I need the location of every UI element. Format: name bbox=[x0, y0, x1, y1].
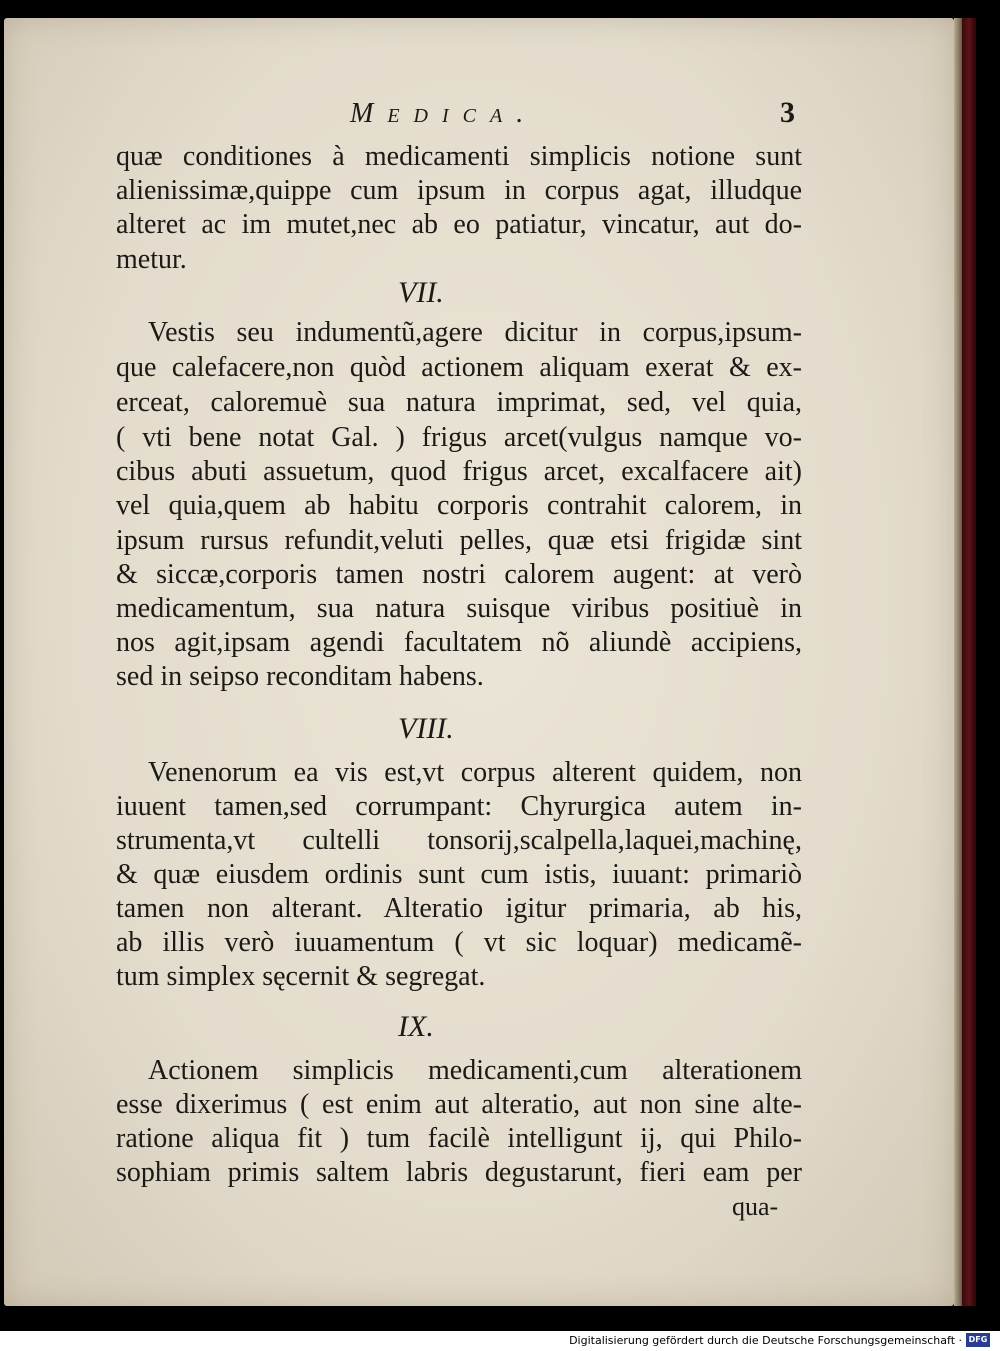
page-edge bbox=[954, 18, 962, 1306]
funding-credit: Digitalisierung gefördert durch die Deutsche Forschungsgemeinschaft · bbox=[569, 1334, 962, 1347]
section-heading: IX. bbox=[398, 1010, 434, 1043]
text-line: & siccæ,corporis tamen nostri calorem augent: at verò bbox=[116, 559, 802, 590]
text-line: ab illis verò iuuamentum ( vt sic loquar) medicamẽ- bbox=[116, 927, 802, 958]
text-line: strumenta,vt cultelli tonsorij,scalpella,laquei,machinę, bbox=[116, 825, 802, 856]
text-line: iuuent tamen,sed corrumpant: Chyrurgica autem in- bbox=[116, 791, 802, 822]
text-line: alteret ac im mutet,nec ab eo patiatur, vincatur, aut do- bbox=[116, 209, 802, 240]
text-line: tum simplex sęcernit & segregat. bbox=[116, 961, 486, 992]
text-line: erceat, caloremuè sua natura imprimat, sed, vel quia, bbox=[116, 387, 802, 418]
text-line: cibus abuti assuetum, quod frigus arcet, excalfacere ait) bbox=[116, 456, 802, 487]
text-line: esse dixerimus ( est enim aut alteratio, aut non sine alte- bbox=[116, 1089, 802, 1120]
text-line: sed in seipso reconditam habens. bbox=[116, 661, 484, 692]
text-line: Venenorum ea vis est,vt corpus alterent quidem, non bbox=[148, 757, 802, 788]
text-line: vel quia,quem ab habitu corporis contrahit calorem, in bbox=[116, 490, 802, 521]
section-heading: VII. bbox=[398, 276, 444, 309]
section-heading: VIII. bbox=[398, 712, 454, 745]
text-line: ( vti bene notat Gal. ) frigus arcet(vulgus namque vo- bbox=[116, 422, 802, 453]
running-title: Medica. bbox=[350, 98, 538, 129]
page-number: 3 bbox=[780, 96, 795, 129]
text-line: metur. bbox=[116, 244, 187, 275]
dfg-logo-icon: DFG bbox=[966, 1333, 990, 1347]
text-line: & quæ eiusdem ordinis sunt cum istis, iuuant: primariò bbox=[116, 859, 802, 890]
text-line: quæ conditiones à medicamenti simplicis notione sunt bbox=[116, 141, 802, 172]
text-line: que calefacere,non quòd actionem aliquam exerat & ex- bbox=[116, 352, 802, 383]
catchword: qua- bbox=[732, 1192, 779, 1221]
text-line: ratione aliqua fit ) tum facilè intelligunt ij, qui Philo- bbox=[116, 1123, 802, 1154]
text-line: tamen non alterant. Alteratio igitur primaria, ab his, bbox=[116, 893, 802, 924]
text-line: nos agit,ipsam agendi facultatem nõ aliundè accipiens, bbox=[116, 627, 802, 658]
text-line: sophiam primis saltem labris degustarunt, fieri eam per bbox=[116, 1157, 802, 1188]
text-line: alienissimæ,quippe cum ipsum in corpus agat, illudque bbox=[116, 175, 802, 206]
book-spine bbox=[962, 18, 976, 1306]
text-line: medicamentum, sua natura suisque viribus positiuè in bbox=[116, 593, 802, 624]
text-line: ipsum rursus refundit,veluti pelles, quæ etsi frigidæ sint bbox=[116, 525, 802, 556]
text-line: Actionem simplicis medicamenti,cum alterationem bbox=[148, 1055, 802, 1086]
text-line: Vestis seu indumentũ,agere dicitur in corpus,ipsum- bbox=[148, 317, 802, 348]
